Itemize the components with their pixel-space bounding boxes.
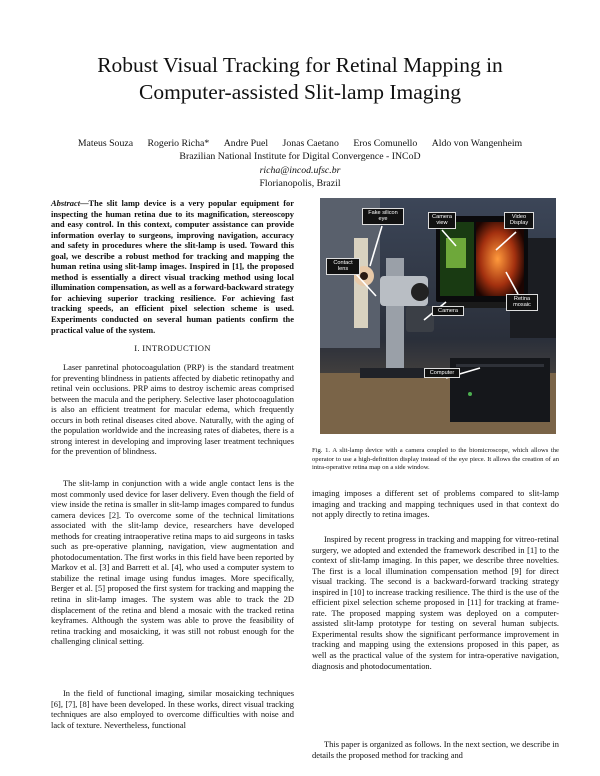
author: Aldo von Wangenheim — [431, 138, 523, 149]
title-line-1: Robust Visual Tracking for Retinal Mapping in — [97, 53, 503, 77]
abstract-text: —The slit lamp device is a very popular equipment for inspecting the human retina due to its magnification, stereoscopy and easy control. In this context, computer assistance can provide information overlay to surgeons, improving navigation, accuracy and safety in procedures where the slit-lamp is used. Toward this goal, we describe a robust method for tracking and mapping the human retina using slit-lamp images. Inspired in [1], the proposed method is essentially a direct visual tracking method using local illumination compensation, as well as a forward-backward strategy for achieving superior tracking resilience. For achieving fast tracking speeds, an efficient pixel selection scheme is used. Experiments conducted on several human patients confirm the practical value of the system. — [51, 198, 294, 335]
section-heading: I. INTRODUCTION — [134, 343, 211, 353]
author-list — [20, 138, 580, 150]
author: Mateus Souza — [77, 138, 134, 149]
paragraph: imaging imposes a different set of problems compared to slit-lamp imaging and tracking and mapping techniques used in that context do not apply directly to retina images. — [312, 488, 559, 520]
camera-body — [406, 306, 434, 332]
figure-caption: Fig. 1. A slit-lamp device with a camera coupled to the biomicroscope, which allows the operator to use a high-definition display instead of the eye piece. It allows the creation of an intra-operative retina map on a side window. — [312, 447, 559, 472]
label-fake-eye: Fake silicon eye — [362, 208, 404, 225]
author: Andre Puel — [223, 138, 269, 149]
label-contact-lens: Contact lens — [326, 258, 360, 275]
label-camera-view: Camera view — [428, 212, 456, 229]
label-camera: Camera — [432, 306, 464, 316]
abstract — [51, 198, 294, 335]
label-retina-mosaic: Retina mosaic — [506, 294, 538, 311]
paragraph: The slit-lamp in conjunction with a wide angle contact lens is the most commonly used device for laser delivery. Even though the field of view inside the retina is smaller in slit-lamp images compared to fundus camera devices [2]. To overcome some of the technical limitations associated with the slit-lamp device, researchers have developed methods for creating intraoperative retina maps to aid surgeons in tasks such as pre-operative planning, navigation, view augmentation and photodocumentation. The first works in this field have been reported by Markov et al. [3] and Barrett et al. [4], who used a computer system to stabilize the retinal image using fundus images. More specifically, Berger et al. [5] proposed the first system for tracking and mapping the retina in slit-lamp images. The system was able to track the 2D displacement of the retina and blend a mosaic with the tracked retina keyframes. Although the system was able to prove the feasibility of retina tracking and mosaicking, it was still not robust enough for the challenging clinical setting. — [51, 478, 294, 647]
paragraph: Inspired by recent progress in tracking and mapping for vitreo-retinal surgery, we adopted and extended the framework described in [1] to the context of slit-lamp imaging. In this paper, we describe three novelties. The first is a local illumination compensation method [9] for direct visual tracking. The second is a backward-forward tracking strategy inspired in [10] to increase tracking resilience. The third is the use of the efficient pixel selection scheme proposed in [11] for tracking at frame-rate. The proposed mapping system was deployed on a computer-assisted slit-lamp prototype for testing on several human subjects. Experimental results show the significant performance improvement in tracking and mapping using the extensions proposed in this paper, as well as the practical value of the system for intra-operative navigation, diagnosis and photodocumentation. — [312, 534, 559, 671]
author-email[interactable]: richa@incod.ufsc.br — [259, 165, 341, 176]
author: Rogerio Richa* — [147, 138, 210, 149]
author: Jonas Caetano — [282, 138, 339, 149]
affiliation: Brazilian National Institute for Digital Convergence - INCoD — [179, 151, 421, 162]
abstract-lead: Abstract — [51, 198, 81, 208]
label-computer: Computer — [424, 368, 460, 378]
computer-case — [450, 358, 550, 422]
paragraph: In the field of functional imaging, similar mosaicking techniques [6], [7], [8] have been developed. In these works, direct visual tracking techniques are also employed to overcome difficulties with noise and lack of texture. Nevertheless, functional — [51, 688, 294, 730]
paragraph: Laser panretinal photocoagulation (PRP) is the standard treatment for preventing blindness in patients affected by diabetic retinopathy and retinal vein occlusions. PRP aims to destroy ischemic areas comprised between the macula and the periphery. Selective laser photocoagulation is also an efficient treatment for macular edema, which frequently occurs in both retinal diseases cited above. Naturally, with the aging of the population worldwide and the increasing rates of diabetes, there is a strong interest in developing and improving laser treatment techniques for the prevention of blindness. — [51, 362, 294, 457]
retina-mosaic-screen — [476, 222, 524, 296]
title-line-2: Computer-assisted Slit-lamp Imaging — [138, 80, 462, 104]
label-video-display: Video Display — [504, 212, 534, 229]
author-location: Florianopolis, Brazil — [259, 178, 341, 189]
paragraph: This paper is organized as follows. In the next section, we describe in details the proposed method for tracking and — [312, 739, 559, 760]
author: Eros Comunello — [353, 138, 418, 149]
figure-photo — [320, 198, 556, 434]
paper-title — [40, 52, 560, 106]
